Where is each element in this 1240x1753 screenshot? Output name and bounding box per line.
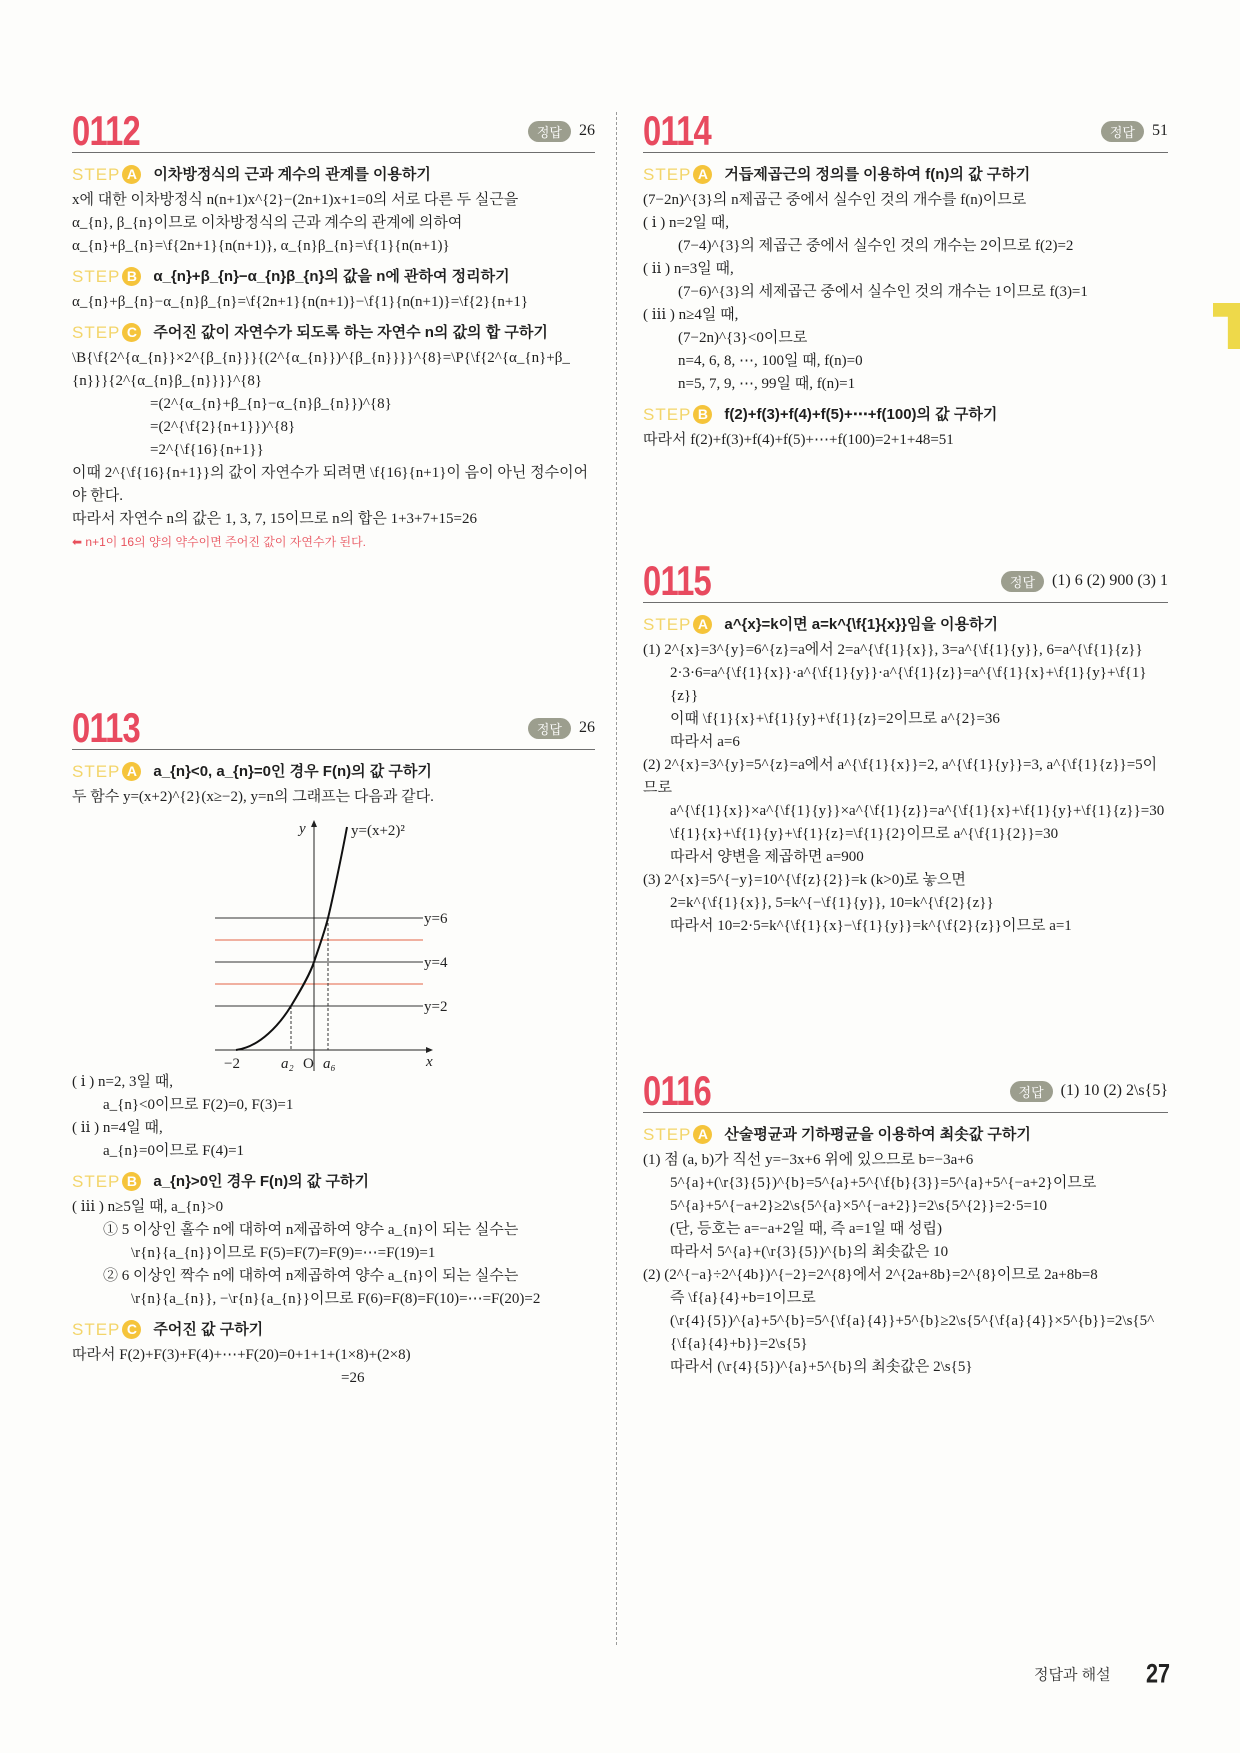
chapter-tab [1213, 303, 1240, 349]
step-letter-badge: A [693, 1125, 712, 1144]
step-label: STEP [72, 323, 121, 342]
step-title: 주어진 값 구하기 [153, 1321, 264, 1338]
step-heading [72, 760, 595, 783]
solution-line: \B{\f{2^{α_{n}}×2^{β_{n}}}{(2^{α_{n}})^{β_{n}}}}^{8}=\P{\f{2^{α_{n}+β_{n}}}{2^{α_{n}β_{n}}}}^{8} [72, 350, 570, 389]
answer-value: (1) 10 (2) 2\s{5} [1060, 1082, 1168, 1099]
solution-line: 따라서 10=2·5=k^{\f{1}{x}−\f{1}{y}}=k^{\f{2}{z}}이므로 a=1 [670, 918, 1072, 934]
solution-line: \r{n}{a_{n}}, −\r{n}{a_{n}}이므로 F(6)=F(8)=F(10)=⋯=F(20)=2 [131, 1291, 541, 1307]
solution-line: (1) 점 (a, b)가 직선 y=−3x+6 위에 있으므로 b=−3a+6 [643, 1152, 974, 1168]
problem-section [643, 1067, 1168, 1379]
step-letter-badge: A [693, 165, 712, 184]
step-heading [72, 1170, 595, 1193]
answer-badge: 정답 [528, 121, 571, 142]
step-title: a_{n}<0, a_{n}=0인 경우 F(n)의 값 구하기 [153, 763, 432, 780]
solution-line: ( ⅲ ) n≥5일 때, a_{n}>0 [72, 1199, 224, 1215]
step-title: f(2)+f(3)+f(4)+f(5)+⋯+f(100)의 값 구하기 [724, 406, 998, 423]
step-label: STEP [643, 615, 692, 634]
answer-value: 51 [1152, 122, 1168, 139]
origin-label: O [303, 1056, 314, 1072]
step-heading [643, 613, 1168, 636]
problem-header [72, 704, 595, 751]
step-title: a^{x}=k이면 a=k^{\f{1}{x}}임을 이용하기 [724, 616, 998, 633]
solution-line: ( ⅰ ) n=2일 때, [643, 215, 729, 231]
problem-header [643, 1067, 1168, 1114]
solution-line: (3) 2^{x}=5^{−y}=10^{\f{z}{2}}=k (k>0)로 놓으면 [643, 872, 966, 888]
arrow-left-icon: ⬅ [72, 535, 86, 549]
step-label: STEP [643, 1125, 692, 1144]
step-label: STEP [643, 165, 692, 184]
page-number: 27 [1146, 1658, 1171, 1689]
footer-section-label: 정답과 해설 [1034, 1666, 1111, 1684]
hint-note [72, 531, 595, 554]
solution-line: a_{n}=0이므로 F(4)=1 [103, 1143, 245, 1159]
answer-badge: 정답 [528, 718, 571, 739]
solution-line: ① 5 이상인 홀수 n에 대하여 n제곱하여 양수 a_{n}이 되는 실수는 [103, 1222, 519, 1238]
step-label: STEP [72, 267, 121, 286]
label-y6: y=6 [424, 911, 448, 927]
curve-label: y=(x+2)² [351, 823, 405, 839]
column-divider [616, 112, 617, 1645]
answer-badge: 정답 [1001, 571, 1044, 592]
problem-number: 0115 [643, 557, 711, 604]
solution-line: 2·3·6=a^{\f{1}{x}}·a^{\f{1}{y}}·a^{\f{1}{z}}=a^{\f{1}{x}+\f{1}{y}+\f{1}{z}} [670, 665, 1147, 704]
step-heading [72, 321, 595, 344]
problem-header [643, 107, 1168, 154]
x-axis-label: x [426, 1054, 433, 1070]
step-title: α_{n}+β_{n}−α_{n}β_{n}의 값을 n에 관하여 정리하기 [153, 268, 510, 285]
problem-header [72, 107, 595, 154]
solution-line: 따라서 5^{a}+(\r{3}{5})^{b}의 최솟값은 10 [670, 1244, 949, 1260]
problem-section [72, 107, 595, 554]
answer-badge: 정답 [1010, 1081, 1053, 1102]
label-y4: y=4 [424, 955, 448, 971]
step-label: STEP [643, 405, 692, 424]
answer-block [528, 718, 595, 739]
problem-number: 0113 [72, 704, 140, 751]
solution-line: =(2^{\f{2}{n+1}})^{8} [150, 419, 296, 435]
hint-text: n+1이 16의 양의 약수이면 주어진 값이 자연수가 된다. [85, 535, 367, 549]
solution-line: α_{n}+β_{n}−α_{n}β_{n}=\f{2n+1}{n(n+1)}−\f{1}{n(n+1)}=\f{2}{n+1} [72, 294, 529, 310]
function-graph [200, 809, 480, 1079]
solution-line: =26 [341, 1370, 365, 1386]
solution-line: (7−4)^{3}의 제곱근 중에서 실수인 것의 개수는 2이므로 f(2)=2 [678, 238, 1074, 254]
step-heading [72, 265, 595, 288]
step-letter-badge: A [122, 762, 141, 781]
step-label: STEP [72, 1172, 121, 1191]
solution-line: (7−2n)^{3}<0이므로 [678, 330, 808, 346]
solution-line: (단, 등호는 a=−a+2일 때, 즉 a=1일 때 성립) [670, 1221, 942, 1237]
solution-line: (1) 2^{x}=3^{y}=6^{z}=a에서 2=a^{\f{1}{x}}, 3=a^{\f{1}{y}}, 6=a^{\f{1}{z}} [643, 642, 1143, 658]
solution-line: 따라서 양변을 제곱하면 a=900 [670, 849, 864, 865]
problem-number: 0112 [72, 107, 140, 154]
solution-line: 두 함수 y=(x+2)^{2}(x≥−2), y=n의 그래프는 다음과 같다. [72, 789, 434, 805]
answer-value: (1) 6 (2) 900 (3) 1 [1052, 572, 1168, 589]
graph-container [72, 809, 595, 1071]
step-heading [72, 1318, 595, 1341]
solution-line: \r{n}{a_{n}}이므로 F(5)=F(7)=F(9)=⋯=F(19)=1 [131, 1245, 436, 1261]
tick-minus-2: −2 [224, 1056, 240, 1072]
solution-line: n=5, 7, 9, ⋯, 99일 때, f(n)=1 [678, 376, 856, 392]
problem-number: 0114 [643, 107, 711, 154]
solution-line: 즉 \f{a}{4}+b=1이므로 [670, 1290, 816, 1306]
solution-line: ( ⅰ ) n=2, 3일 때, [72, 1074, 173, 1090]
solution-line: α_{n}+β_{n}=\f{2n+1}{n(n+1)}, α_{n}β_{n}=\f{1}{n(n+1)} [72, 238, 450, 254]
step-letter-badge: B [122, 1172, 141, 1191]
step-title: 거듭제곱근의 정의를 이용하여 f(n)의 값 구하기 [724, 166, 1031, 183]
answer-block [1101, 121, 1168, 142]
step-title: a_{n}>0인 경우 F(n)의 값 구하기 [153, 1173, 369, 1190]
step-label: STEP [72, 165, 121, 184]
solution-line: 5^{a}+5^{−a+2}≥2\s{5^{a}×5^{−a+2}}=2\s{5^{2}}=2·5=10 [670, 1198, 1047, 1214]
solution-line: (7−6)^{3}의 세제곱근 중에서 실수인 것의 개수는 1이므로 f(3)=1 [678, 284, 1088, 300]
answer-value: 26 [579, 719, 595, 736]
tick-a2: a₂ [281, 1056, 294, 1072]
solution-line: 따라서 자연수 n의 값은 1, 3, 7, 15이므로 n의 합은 1+3+7+15=26 [72, 511, 477, 527]
step-title: 주어진 값이 자연수가 되도록 하는 자연수 n의 값의 합 구하기 [153, 324, 548, 341]
solution-line: x에 대한 이차방정식 n(n+1)x^{2}−(2n+1)x+1=0의 서로 다른 두 실근을 [72, 192, 519, 208]
step-label: STEP [72, 1320, 121, 1339]
solution-line: (7−2n)^{3}의 n제곱근 중에서 실수인 것의 개수를 f(n)이므로 [643, 192, 1027, 208]
answer-badge: 정답 [1101, 121, 1144, 142]
step-letter-badge: B [693, 405, 712, 424]
solution-line: (2) (2^{−a}÷2^{4b})^{−2}=2^{8}에서 2^{2a+8b}=2^{8}이므로 2a+8b=8 [643, 1267, 1098, 1283]
solution-line: 이때 \f{1}{x}+\f{1}{y}+\f{1}{z}=2이므로 a^{2}=36 [670, 711, 1000, 727]
solution-line: n=4, 6, 8, ⋯, 100일 때, f(n)=0 [678, 353, 863, 369]
problem-section [643, 107, 1168, 452]
y-axis-label: y [299, 821, 306, 837]
answer-value: 26 [579, 122, 595, 139]
solution-line: α_{n}, β_{n}이므로 이차방정식의 근과 계수의 관계에 의하여 [72, 215, 463, 231]
solution-line: 5^{a}+(\r{3}{5})^{b}=5^{a}+5^{\f{b}{3}}=5^{a}+5^{−a+2}이므로 [670, 1175, 1097, 1191]
solution-line: 따라서 (\r{4}{5})^{a}+5^{b}의 최솟값은 2\s{5} [670, 1359, 973, 1375]
step-heading [643, 163, 1168, 186]
answer-block [528, 121, 595, 142]
step-heading [643, 403, 1168, 426]
solution-line: 따라서 a=6 [670, 734, 740, 750]
solution-line: a_{n}<0이므로 F(2)=0, F(3)=1 [103, 1097, 294, 1113]
solution-line: a^{\f{1}{x}}×a^{\f{1}{y}}×a^{\f{1}{z}}=a^{\f{1}{x}+\f{1}{y}+\f{1}{z}}=30 [670, 803, 1165, 819]
step-letter-badge: B [122, 267, 141, 286]
label-y2: y=2 [424, 999, 448, 1015]
tick-a6: a₆ [323, 1056, 336, 1072]
step-label: STEP [72, 762, 121, 781]
solution-line: ( ⅱ ) n=3일 때, [643, 261, 734, 277]
solution-line: (2) 2^{x}=3^{y}=5^{z}=a에서 a^{\f{1}{x}}=2, a^{\f{1}{y}}=3, a^{\f{1}{z}}=5이므로 [643, 757, 1158, 796]
answer-block [1001, 571, 1168, 592]
answer-block [1010, 1081, 1168, 1102]
step-letter-badge: A [122, 165, 141, 184]
problem-section [643, 557, 1168, 938]
step-title: 이차방정식의 근과 계수의 관계를 이용하기 [153, 166, 431, 183]
step-heading [72, 163, 595, 186]
problem-number: 0116 [643, 1067, 711, 1114]
problem-header [643, 557, 1168, 604]
solution-line: ( ⅲ ) n≥4일 때, [643, 307, 739, 323]
step-letter-badge: A [693, 615, 712, 634]
solution-line: (\r{4}{5})^{a}+5^{b}=5^{\f{a}{4}}+5^{b}≥2\s{5^{\f{a}{4}}×5^{b}}=2\s{5^{\f{a}{4}+b}}=2\s{5} [670, 1313, 1155, 1352]
solution-line: \f{1}{x}+\f{1}{y}+\f{1}{z}=\f{1}{2}이므로 a^{\f{1}{2}}=30 [670, 826, 1059, 842]
step-title: 산술평균과 기하평균을 이용하여 최솟값 구하기 [724, 1126, 1031, 1143]
solution-line: 따라서 f(2)+f(3)+f(4)+f(5)+⋯+f(100)=2+1+48=51 [643, 432, 954, 448]
step-heading [643, 1123, 1168, 1146]
problem-section [72, 704, 595, 1390]
solution-line: ② 6 이상인 짝수 n에 대하여 n제곱하여 양수 a_{n}이 되는 실수는 [103, 1268, 519, 1284]
solution-line: 2=k^{\f{1}{x}}, 5=k^{−\f{1}{y}}, 10=k^{\f{2}{z}} [670, 895, 994, 911]
solution-line: =(2^{α_{n}+β_{n}−α_{n}β_{n}})^{8} [150, 396, 392, 412]
step-letter-badge: C [122, 323, 141, 342]
step-letter-badge: C [122, 1320, 141, 1339]
solution-line: ( ⅱ ) n=4일 때, [72, 1120, 163, 1136]
solution-line: =2^{\f{16}{n+1}} [150, 442, 264, 458]
solution-line: 따라서 F(2)+F(3)+F(4)+⋯+F(20)=0+1+1+(1×8)+(2×8) [72, 1347, 411, 1363]
solution-line: 이때 2^{\f{16}{n+1}}의 값이 자연수가 되려면 \f{16}{n+1}이 음이 아닌 정수이어야 한다. [72, 465, 589, 504]
